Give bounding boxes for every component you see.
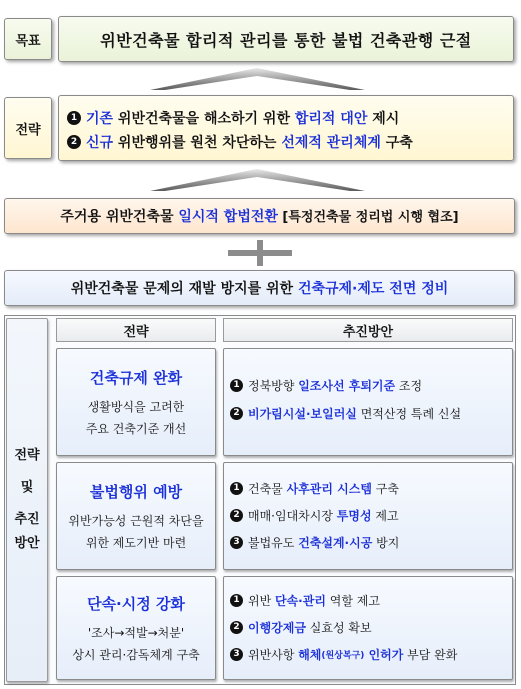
strategy-2-end: 구축 <box>380 135 413 151</box>
goal-label-box <box>4 18 52 60</box>
action-text: 실효성 확보 <box>305 621 372 635</box>
up-chevron-icon <box>150 165 365 191</box>
action-highlight: 투명성 <box>336 509 372 523</box>
strategy-1-end: 제시 <box>367 111 400 127</box>
bar1-text: 주거용 위반건축물 <box>60 209 179 225</box>
strategy-cell-2 <box>56 462 216 570</box>
bar1-highlight: 일시적 합법전환 <box>178 209 278 225</box>
number-2-icon: 2 <box>67 135 81 149</box>
number-3-icon: 3 <box>230 536 243 549</box>
number-2-icon: 2 <box>230 621 243 634</box>
goal-label: 목표 <box>15 33 41 49</box>
column-header-actions: 추진방안 <box>223 318 513 342</box>
action-item <box>230 371 512 399</box>
strategy-2-highlight: 선제적 관리체계 <box>281 135 381 151</box>
strategy-cell-1 <box>56 348 216 456</box>
regulation-overhaul-bar <box>4 270 515 306</box>
action-text: 제고 <box>371 509 399 523</box>
number-1-icon: 1 <box>67 111 81 125</box>
action-cell-1 <box>223 348 513 456</box>
action-highlight: 일조사선 후퇴기준 <box>298 378 396 393</box>
number-1-icon: 1 <box>230 379 243 392</box>
strategy-line-1 <box>67 106 513 130</box>
plus-icon <box>228 240 292 266</box>
action-text: 위반사항 <box>248 648 299 662</box>
goal-box <box>58 16 514 62</box>
number-2-icon: 2 <box>230 509 243 522</box>
action-text: 면적산정 특례 신설 <box>356 406 462 421</box>
strategy-line-2 <box>67 130 513 154</box>
strategy-title-3: 단속·시정 강화 <box>87 595 185 613</box>
strategy-box <box>58 95 514 161</box>
action-text: 불법유도 <box>248 536 299 550</box>
action-item <box>230 475 512 502</box>
strategy-desc-2b: 위한 제도기반 마련 <box>85 536 187 550</box>
action-highlight: (원상복구) <box>321 651 365 661</box>
action-highlight: 해체 <box>298 648 322 662</box>
action-item <box>230 502 512 529</box>
strategy-label-box <box>4 97 52 159</box>
action-text: 건축물 <box>248 482 287 496</box>
strategy-desc-1a: 생활방식을 고려한 <box>87 400 185 414</box>
number-1-icon: 1 <box>230 482 243 495</box>
action-text: 구축 <box>371 482 399 496</box>
action-highlight: 이행강제금 <box>248 621 306 635</box>
action-highlight: 인허가 <box>364 648 404 662</box>
side-label-line-1: 전략 <box>14 448 40 463</box>
strategy-cell-3 <box>56 576 216 680</box>
strategy-2-keyword: 신규 <box>86 135 114 151</box>
action-text: 정북방향 <box>248 378 299 393</box>
action-item <box>230 529 512 556</box>
action-text: 조정 <box>395 378 423 393</box>
action-text: 역할 제고 <box>325 594 380 608</box>
side-label-line-2: 및 <box>20 480 34 495</box>
strategy-desc-2a: 위반가능성 근원적 차단을 <box>68 514 204 528</box>
strategy-label: 전략 <box>15 122 41 138</box>
temporary-legalization-bar <box>4 198 515 234</box>
bar2-text: 위반건축물 문제의 재발 방지를 위한 <box>70 281 298 297</box>
action-highlight: 단속·관리 <box>275 594 326 608</box>
up-chevron-icon <box>150 64 365 90</box>
strategy-1-highlight: 합리적 대안 <box>294 111 368 127</box>
action-text: 위반 <box>248 594 275 608</box>
side-label-line-4: 방안 <box>14 536 40 551</box>
side-label <box>6 318 48 682</box>
action-text: 부담 완화 <box>403 648 458 662</box>
action-item <box>230 614 512 641</box>
action-cell-3 <box>223 576 513 680</box>
action-text: 매매·임대차시장 <box>248 509 337 523</box>
action-cell-2 <box>223 462 513 570</box>
strategy-1-keyword: 기존 <box>86 111 114 127</box>
goal-text: 위반건축물 합리적 관리를 통한 불법 건축관행 근절 <box>100 30 472 50</box>
strategy-desc-3b: 상시 관리·감독체계 구축 <box>72 648 200 662</box>
action-item <box>230 641 512 668</box>
side-label-line-3: 추진 <box>14 512 40 527</box>
action-highlight: 사후관리 시스템 <box>286 482 372 496</box>
action-item <box>230 399 512 427</box>
action-highlight: 건축설계·시공 <box>298 536 373 550</box>
bar2-highlight: 건축규제·제도 전면 정비 <box>297 281 449 297</box>
number-3-icon: 3 <box>230 648 243 661</box>
strategy-1-text: 위반건축물을 해소하기 위한 <box>113 111 295 127</box>
strategy-2-text: 위반행위를 원천 차단하는 <box>113 135 282 151</box>
action-item <box>230 587 512 614</box>
strategy-desc-3a: '조사→적발→처분' <box>87 626 185 640</box>
number-1-icon: 1 <box>230 594 243 607</box>
strategy-title-2: 불법행위 예방 <box>89 483 183 501</box>
strategy-title-1: 건축규제 완화 <box>89 369 183 387</box>
action-text: 방지 <box>372 536 400 550</box>
column-header-strategy: 전략 <box>56 318 216 342</box>
number-2-icon: 2 <box>230 407 243 420</box>
action-highlight: 비가림시설·보일러실 <box>248 406 357 421</box>
strategy-desc-1b: 주요 건축기준 개선 <box>85 422 187 436</box>
bar1-note: [특정건축물 정리법 시행 협조] <box>277 210 459 225</box>
